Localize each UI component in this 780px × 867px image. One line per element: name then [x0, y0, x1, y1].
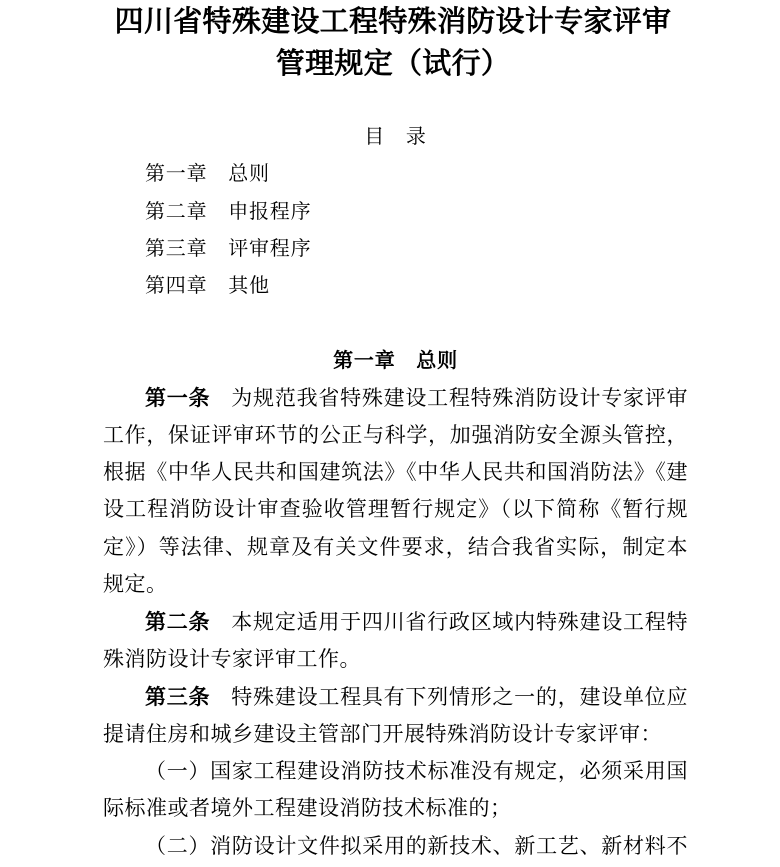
- article-2-line: 殊消防设计专家评审工作。: [103, 646, 361, 671]
- article-label: 第三条: [145, 684, 211, 710]
- chapter-heading: 第一章 总则: [333, 348, 458, 373]
- article-text: 本规定适用于四川省行政区域内特殊建设工程特: [231, 610, 688, 635]
- list-item-1-line: 际标准或者境外工程建设消防技术标准的；: [103, 796, 512, 821]
- article-1-line: [103, 379, 688, 416]
- article-2-line: [103, 603, 688, 640]
- document-title-line-2: 管理规定（试行）: [275, 46, 511, 80]
- article-1-line: 规定。: [103, 572, 168, 597]
- toc-item-chapter-4: 第四章 其他: [145, 273, 270, 298]
- list-item-1-line: （一）国家工程建设消防技术标准没有规定，必须采用国: [145, 758, 688, 783]
- toc-item-chapter-2: 第二章 申报程序: [145, 198, 312, 223]
- document-title-line-1: 四川省特殊建设工程特殊消防设计专家评审: [114, 4, 672, 38]
- article-1-line: 定》）等法律、规章及有关文件要求，结合我省实际，制定本: [103, 534, 688, 559]
- article-3-line: [103, 678, 688, 715]
- article-label: 第一条: [145, 385, 211, 411]
- article-text: 特殊建设工程具有下列情形之一的，建设单位应: [231, 685, 688, 710]
- toc-item-chapter-3: 第三章 评审程序: [145, 236, 312, 261]
- blank-line: [103, 305, 688, 342]
- article-3-line: 提请住房和城乡建设主管部门开展特殊消防设计专家评审：: [103, 721, 662, 746]
- document-body: [103, 118, 688, 865]
- document-title: [0, 0, 780, 84]
- list-item-2-line: （二）消防设计文件拟采用的新技术、新工艺、新材料不: [145, 833, 688, 858]
- article-text: 为规范我省特殊建设工程特殊消防设计专家评审: [231, 386, 688, 411]
- article-1-line: 根据《中华人民共和国建筑法》《中华人民共和国消防法》《建: [103, 460, 688, 485]
- toc-item-chapter-1: 第一章 总则: [145, 161, 270, 186]
- article-1-line: 工作，保证评审环节的公正与科学，加强消防安全源头管控，: [103, 422, 688, 447]
- toc-heading: 目 录: [364, 124, 427, 148]
- article-1-line: 设工程消防设计审查验收管理暂行规定》（以下简称《暂行规: [103, 497, 688, 522]
- article-label: 第二条: [145, 609, 211, 635]
